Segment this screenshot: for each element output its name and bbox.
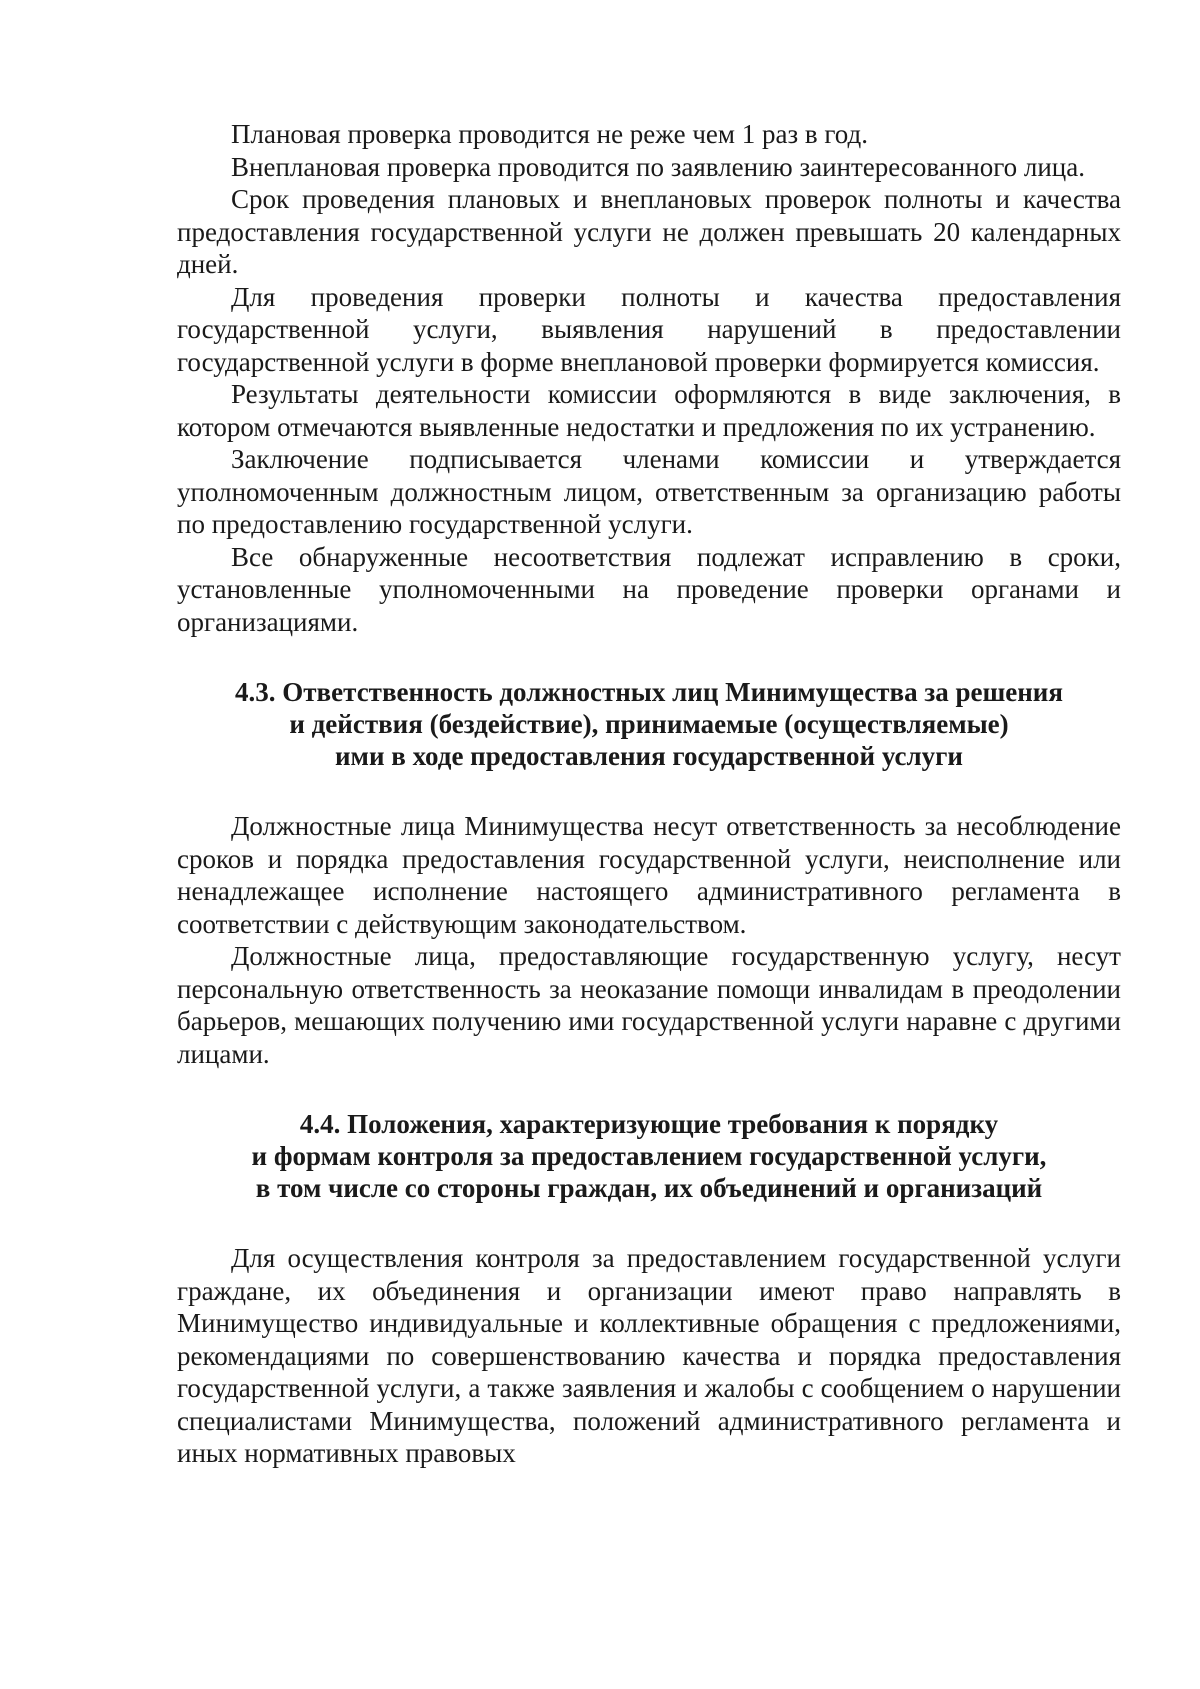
- heading-line: и формам контроля за предоставлением государственной услуги,: [251, 1141, 1047, 1171]
- paragraph: Все обнаруженные несоответствия подлежат исправлению в сроки, установленные уполномоченными на проведение проверки органами и организациями.: [177, 541, 1121, 637]
- paragraph: Заключение подписывается членами комиссии и утверждается уполномоченным должностным лицом, ответственным за организацию работы по предоставлению государственной услуги.: [177, 444, 1121, 539]
- document-page: [177, 118, 1121, 1470]
- section-heading-4-3: [177, 676, 1121, 772]
- paragraph: Срок проведения плановых и внеплановых проверок полноты и качества предоставления государственной услуги не должен превышать 20 календарных дней.: [177, 184, 1121, 279]
- section-heading-4-4: [177, 1108, 1121, 1204]
- heading-line: 4.4. Положения, характеризующие требования к порядку: [299, 1109, 999, 1139]
- paragraph: Внеплановая проверка проводится по заявлению заинтересованного лица.: [231, 151, 1085, 182]
- heading-line: ими в ходе предоставления государственной услуги: [335, 741, 963, 771]
- paragraph: Результаты деятельности комиссии оформляются в виде заключения, в котором отмечаются выявленные недостатки и предложения по их устранению.: [177, 379, 1121, 442]
- section-4-4-body: [177, 1242, 1121, 1470]
- paragraph: Для проведения проверки полноты и качества предоставления государственной услуги, выявления нарушений в предоставлении государственной услуги в форме внеплановой проверки формируется комиссия.: [177, 281, 1121, 377]
- section-4-3-body: [177, 810, 1121, 1070]
- heading-line: в том числе со стороны граждан, их объединений и организаций: [255, 1173, 1043, 1203]
- section-control-checks: [177, 118, 1121, 638]
- paragraph: Должностные лица Минимущества несут ответственность за несоблюдение сроков и порядка предоставления государственной услуги, неисполнение или ненадлежащее исполнение настоящего административного регламента в соответствии с действующим законодательством.: [177, 811, 1121, 939]
- paragraph: Плановая проверка проводится не реже чем 1 раз в год.: [231, 119, 868, 149]
- paragraph: Для осуществления контроля за предоставлением государственной услуги граждане, их объединения и организации имеют право направлять в Минимущество индивидуальные и коллективные обращения с предложениями, рекомендациями по совершенствованию качества и порядка предоставления государственной услуги, а также заявления и жалобы с сообщением о нарушении специалистами Минимущества, положений административного регламента и иных нормативных правовых: [177, 1243, 1121, 1468]
- heading-line: и действия (бездействие), принимаемые (осуществляемые): [289, 709, 1009, 739]
- heading-line: 4.3. Ответственность должностных лиц Минимущества за решения: [235, 677, 1063, 707]
- paragraph: Должностные лица, предоставляющие государственную услугу, несут персональную ответственность за неоказание помощи инвалидам в преодолении барьеров, мешающих получению ими государственной услуги наравне с другими лицами.: [177, 941, 1121, 1069]
